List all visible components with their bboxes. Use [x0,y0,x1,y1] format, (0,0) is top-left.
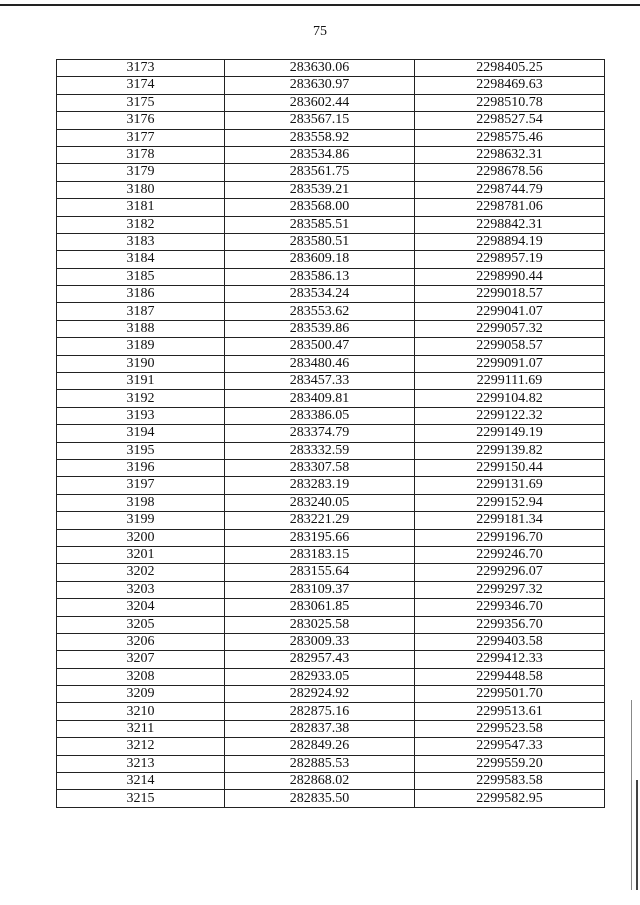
x-coordinate-cell: 282868.02 [225,773,415,790]
point-number-cell: 3186 [57,286,225,303]
y-coordinate-cell: 2299104.82 [415,390,605,407]
x-coordinate-cell: 283307.58 [225,459,415,476]
x-coordinate-cell: 282875.16 [225,703,415,720]
y-coordinate-cell: 2299513.61 [415,703,605,720]
y-coordinate-cell: 2299246.70 [415,546,605,563]
y-coordinate-cell: 2299583.58 [415,773,605,790]
table-row [57,755,605,772]
point-number-cell: 3215 [57,790,225,807]
point-number-cell: 3188 [57,320,225,337]
point-number-cell: 3197 [57,477,225,494]
x-coordinate-cell: 283457.33 [225,373,415,390]
table-row [57,686,605,703]
table-row [57,268,605,285]
point-number-cell: 3190 [57,355,225,372]
table-row [57,129,605,146]
point-number-cell: 3181 [57,199,225,216]
y-coordinate-cell: 2299559.20 [415,755,605,772]
point-number-cell: 3195 [57,442,225,459]
x-coordinate-cell: 282837.38 [225,720,415,737]
y-coordinate-cell: 2299181.34 [415,512,605,529]
scan-edge-mark [631,700,632,890]
point-number-cell: 3187 [57,303,225,320]
table-row [57,373,605,390]
x-coordinate-cell: 282957.43 [225,651,415,668]
y-coordinate-cell: 2298469.63 [415,77,605,94]
y-coordinate-cell: 2299150.44 [415,459,605,476]
x-coordinate-cell: 282924.92 [225,686,415,703]
x-coordinate-cell: 282835.50 [225,790,415,807]
table-row [57,425,605,442]
point-number-cell: 3174 [57,77,225,94]
y-coordinate-cell: 2299346.70 [415,599,605,616]
point-number-cell: 3201 [57,546,225,563]
table-row [57,94,605,111]
y-coordinate-cell: 2299448.58 [415,668,605,685]
point-number-cell: 3180 [57,181,225,198]
y-coordinate-cell: 2298632.31 [415,146,605,163]
x-coordinate-cell: 283586.13 [225,268,415,285]
y-coordinate-cell: 2299122.32 [415,407,605,424]
y-coordinate-cell: 2298842.31 [415,216,605,233]
x-coordinate-cell: 283480.46 [225,355,415,372]
point-number-cell: 3208 [57,668,225,685]
table-row [57,790,605,807]
y-coordinate-cell: 2299296.07 [415,564,605,581]
table-row [57,338,605,355]
y-coordinate-cell: 2298957.19 [415,251,605,268]
point-number-cell: 3178 [57,146,225,163]
x-coordinate-cell: 282933.05 [225,668,415,685]
x-coordinate-cell: 283221.29 [225,512,415,529]
point-number-cell: 3179 [57,164,225,181]
y-coordinate-cell: 2298894.19 [415,233,605,250]
x-coordinate-cell: 283609.18 [225,251,415,268]
y-coordinate-cell: 2299152.94 [415,494,605,511]
point-number-cell: 3210 [57,703,225,720]
point-number-cell: 3212 [57,738,225,755]
table-row [57,233,605,250]
y-coordinate-cell: 2299131.69 [415,477,605,494]
y-coordinate-cell: 2299196.70 [415,529,605,546]
table-row [57,546,605,563]
table-row [57,442,605,459]
point-number-cell: 3198 [57,494,225,511]
point-number-cell: 3211 [57,720,225,737]
y-coordinate-cell: 2299111.69 [415,373,605,390]
top-border-line [0,4,640,6]
y-coordinate-cell: 2299412.33 [415,651,605,668]
table-row [57,164,605,181]
point-number-cell: 3204 [57,599,225,616]
point-number-cell: 3184 [57,251,225,268]
table-row [57,651,605,668]
point-number-cell: 3214 [57,773,225,790]
point-number-cell: 3199 [57,512,225,529]
point-number-cell: 3206 [57,633,225,650]
y-coordinate-cell: 2299403.58 [415,633,605,650]
x-coordinate-cell: 283585.51 [225,216,415,233]
x-coordinate-cell: 283009.33 [225,633,415,650]
table-body [57,60,605,808]
x-coordinate-cell: 283553.62 [225,303,415,320]
x-coordinate-cell: 283109.37 [225,581,415,598]
x-coordinate-cell: 283539.21 [225,181,415,198]
point-number-cell: 3194 [57,425,225,442]
y-coordinate-cell: 2299547.33 [415,738,605,755]
table-row [57,564,605,581]
point-number-cell: 3189 [57,338,225,355]
x-coordinate-cell: 283386.05 [225,407,415,424]
y-coordinate-cell: 2298510.78 [415,94,605,111]
y-coordinate-cell: 2298990.44 [415,268,605,285]
x-coordinate-cell: 283558.92 [225,129,415,146]
table-row [57,199,605,216]
table-row [57,355,605,372]
x-coordinate-cell: 283534.86 [225,146,415,163]
table-row [57,320,605,337]
table-row [57,303,605,320]
y-coordinate-cell: 2299139.82 [415,442,605,459]
y-coordinate-cell: 2298781.06 [415,199,605,216]
table-row [57,77,605,94]
table-row [57,581,605,598]
point-number-cell: 3196 [57,459,225,476]
y-coordinate-cell: 2299057.32 [415,320,605,337]
x-coordinate-cell: 283240.05 [225,494,415,511]
table-row [57,720,605,737]
table-row [57,407,605,424]
y-coordinate-cell: 2299149.19 [415,425,605,442]
table-row [57,773,605,790]
point-number-cell: 3192 [57,390,225,407]
x-coordinate-cell: 283539.86 [225,320,415,337]
point-number-cell: 3200 [57,529,225,546]
table-row [57,512,605,529]
table-row [57,529,605,546]
x-coordinate-cell: 283580.51 [225,233,415,250]
point-number-cell: 3183 [57,233,225,250]
point-number-cell: 3193 [57,407,225,424]
table-row [57,286,605,303]
table-row [57,216,605,233]
point-number-cell: 3207 [57,651,225,668]
point-number-cell: 3205 [57,616,225,633]
y-coordinate-cell: 2299582.95 [415,790,605,807]
x-coordinate-cell: 283561.75 [225,164,415,181]
y-coordinate-cell: 2298744.79 [415,181,605,198]
y-coordinate-cell: 2298575.46 [415,129,605,146]
y-coordinate-cell: 2299523.58 [415,720,605,737]
y-coordinate-cell: 2299091.07 [415,355,605,372]
table-row [57,494,605,511]
y-coordinate-cell: 2298405.25 [415,60,605,77]
x-coordinate-cell: 283155.64 [225,564,415,581]
y-coordinate-cell: 2298527.54 [415,112,605,129]
y-coordinate-cell: 2299018.57 [415,286,605,303]
x-coordinate-cell: 282885.53 [225,755,415,772]
page-number: 75 [313,24,327,39]
point-number-cell: 3203 [57,581,225,598]
y-coordinate-cell: 2299501.70 [415,686,605,703]
y-coordinate-cell: 2299297.32 [415,581,605,598]
table-row [57,599,605,616]
x-coordinate-cell: 282849.26 [225,738,415,755]
y-coordinate-cell: 2299356.70 [415,616,605,633]
table-row [57,738,605,755]
x-coordinate-cell: 283568.00 [225,199,415,216]
table-row [57,633,605,650]
table-row [57,251,605,268]
point-number-cell: 3202 [57,564,225,581]
scan-edge-mark [636,780,638,890]
table-row [57,459,605,476]
y-coordinate-cell: 2299041.07 [415,303,605,320]
point-number-cell: 3213 [57,755,225,772]
point-number-cell: 3176 [57,112,225,129]
point-number-cell: 3182 [57,216,225,233]
y-coordinate-cell: 2299058.57 [415,338,605,355]
x-coordinate-cell: 283567.15 [225,112,415,129]
table-row [57,181,605,198]
point-number-cell: 3175 [57,94,225,111]
y-coordinate-cell: 2298678.56 [415,164,605,181]
x-coordinate-cell: 283630.97 [225,77,415,94]
point-number-cell: 3173 [57,60,225,77]
table-row [57,477,605,494]
coordinates-table [56,59,605,808]
x-coordinate-cell: 283025.58 [225,616,415,633]
x-coordinate-cell: 283409.81 [225,390,415,407]
table-row [57,390,605,407]
point-number-cell: 3191 [57,373,225,390]
table-row [57,146,605,163]
x-coordinate-cell: 283500.47 [225,338,415,355]
x-coordinate-cell: 283534.24 [225,286,415,303]
table-row [57,60,605,77]
x-coordinate-cell: 283630.06 [225,60,415,77]
table-row [57,112,605,129]
x-coordinate-cell: 283283.19 [225,477,415,494]
point-number-cell: 3209 [57,686,225,703]
point-number-cell: 3177 [57,129,225,146]
x-coordinate-cell: 283602.44 [225,94,415,111]
point-number-cell: 3185 [57,268,225,285]
x-coordinate-cell: 283195.66 [225,529,415,546]
table-row [57,703,605,720]
x-coordinate-cell: 283332.59 [225,442,415,459]
x-coordinate-cell: 283183.15 [225,546,415,563]
x-coordinate-cell: 283374.79 [225,425,415,442]
table-row [57,616,605,633]
x-coordinate-cell: 283061.85 [225,599,415,616]
table-row [57,668,605,685]
